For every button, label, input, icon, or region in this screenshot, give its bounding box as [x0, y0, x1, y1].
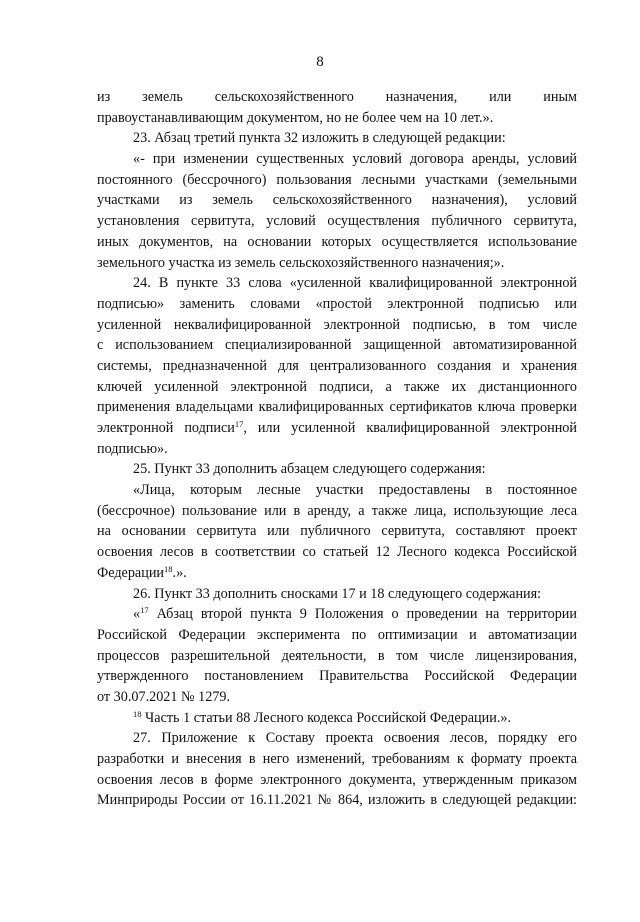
- line-text: «: [133, 606, 141, 623]
- line-text: освоения лесов в форме электронного документа, утвержденным приказом: [97, 771, 577, 788]
- line-text: Российской Федерации эксперимента по оптимизации и автоматизации: [97, 626, 577, 643]
- line-text-continued: .».: [172, 564, 187, 581]
- text-line: [97, 459, 577, 480]
- text-line: [97, 790, 577, 811]
- text-line: [97, 128, 577, 149]
- text-line: [97, 108, 577, 129]
- line-text: системы, предназначенной для централизованного создания и хранения: [97, 357, 577, 374]
- line-text: «Лица, которым лесные участки предоставлены в постоянное: [133, 482, 577, 499]
- text-line: [97, 604, 577, 625]
- text-line: [97, 563, 577, 584]
- line-text-continued: , или усиленной квалифицированной электронной: [243, 420, 577, 436]
- line-text: ключей усиленной электронной подписи, а также их дистанционного: [97, 378, 577, 395]
- text-line: [97, 190, 577, 211]
- line-text: участками из земель сельскохозяйственного назначения), условий: [97, 192, 577, 209]
- text-line: [97, 521, 577, 542]
- text-line: [97, 480, 577, 501]
- line-text: утвержденного постановлением Правительства Российской Федерации: [97, 668, 577, 685]
- page-number: 8: [316, 54, 324, 70]
- line-text: иных документов, на основании которых осуществляется использование: [97, 233, 577, 250]
- document-body: [97, 87, 577, 811]
- text-line: [97, 666, 577, 687]
- text-line: [97, 149, 577, 170]
- text-line: [97, 253, 577, 274]
- line-text: подписью».: [97, 440, 168, 457]
- line-text: из земель сельскохозяйственного назначения, или иным: [97, 89, 577, 105]
- line-text: с использованием специализированной защищенной автоматизированной: [97, 337, 577, 354]
- line-text-continued: Часть 1 статьи 88 Лесного кодекса Российской Федерации.».: [141, 709, 512, 726]
- text-line: [97, 397, 577, 418]
- line-text-continued: Абзац второй пункта 9 Положения о проведении на территории: [148, 606, 577, 623]
- line-text: «- при изменении существенных условий договора аренды, условий: [133, 151, 577, 168]
- line-text: освоения лесов в соответствии со статьей 12 Лесного кодекса Российской: [97, 544, 577, 561]
- text-line: [97, 377, 577, 398]
- text-line: [97, 294, 577, 315]
- line-text: разработки и внесения в него изменений, требованиям к формату проекта: [97, 751, 577, 767]
- text-line: [97, 501, 577, 522]
- line-text: процессов разрешительной деятельности, в том числе лицензирования,: [97, 647, 577, 664]
- line-text: от 30.07.2021 № 1279.: [97, 688, 231, 705]
- text-line: [97, 708, 577, 729]
- text-line: [97, 439, 577, 460]
- footnote-reference: 17: [234, 419, 244, 429]
- line-text: 23. Абзац третий пункта 32 изложить в следующей редакции:: [133, 130, 506, 147]
- line-text: установления сервитута, условий осуществления публичного сервитута,: [97, 213, 577, 230]
- line-text: подписью» заменить словами «простой электронной подписью или: [97, 295, 577, 312]
- line-text: усиленной неквалифицированной электронной подписью, в том числе: [97, 316, 577, 333]
- text-line: [97, 542, 577, 563]
- text-line: [97, 646, 577, 667]
- line-text: Федерации: [97, 564, 165, 581]
- text-line: [97, 584, 577, 605]
- line-text: на основании сервитута или публичного сервитута, составляют проект: [97, 523, 577, 540]
- line-text: электронной подписи: [97, 420, 235, 436]
- line-text: (бессрочное) пользование или в аренду, а также лица, использующие леса: [97, 502, 577, 519]
- text-line: [97, 170, 577, 191]
- line-text: 24. В пункте 33 слова «усиленной квалифицированной электронной: [133, 275, 577, 292]
- text-line: [97, 87, 577, 108]
- line-text: 25. Пункт 33 дополнить абзацем следующего содержания:: [133, 461, 486, 478]
- text-line: [97, 273, 577, 294]
- line-text: применения владельцами квалифицированных сертификатов ключа проверки: [97, 399, 577, 416]
- text-line: [97, 749, 577, 770]
- text-line: [97, 211, 577, 232]
- text-line: [97, 335, 577, 356]
- footnote-reference: 17: [140, 605, 149, 616]
- line-text: Минприроды России от 16.11.2021 № 864, изложить в следующей редакции:: [97, 792, 577, 809]
- footnote-reference: 18: [133, 708, 142, 719]
- text-line: [97, 356, 577, 377]
- text-line: [97, 728, 577, 749]
- text-line: [97, 687, 577, 708]
- line-text: 26. Пункт 33 дополнить сносками 17 и 18 следующего содержания:: [133, 585, 542, 602]
- text-line: [97, 418, 577, 439]
- line-text: правоустанавливающим документом, но не более чем на 10 лет.».: [97, 109, 494, 126]
- text-line: [97, 315, 577, 336]
- text-line: [97, 232, 577, 253]
- footnote-reference: 18: [164, 563, 173, 574]
- text-line: [97, 770, 577, 791]
- line-text: земельного участка из земель сельскохозяйственного назначения;».: [97, 254, 505, 271]
- text-line: [97, 625, 577, 646]
- line-text: 27. Приложение к Составу проекта освоения лесов, порядку его: [133, 730, 577, 747]
- line-text: постоянного (бессрочного) пользования лесными участками (земельными: [97, 171, 577, 188]
